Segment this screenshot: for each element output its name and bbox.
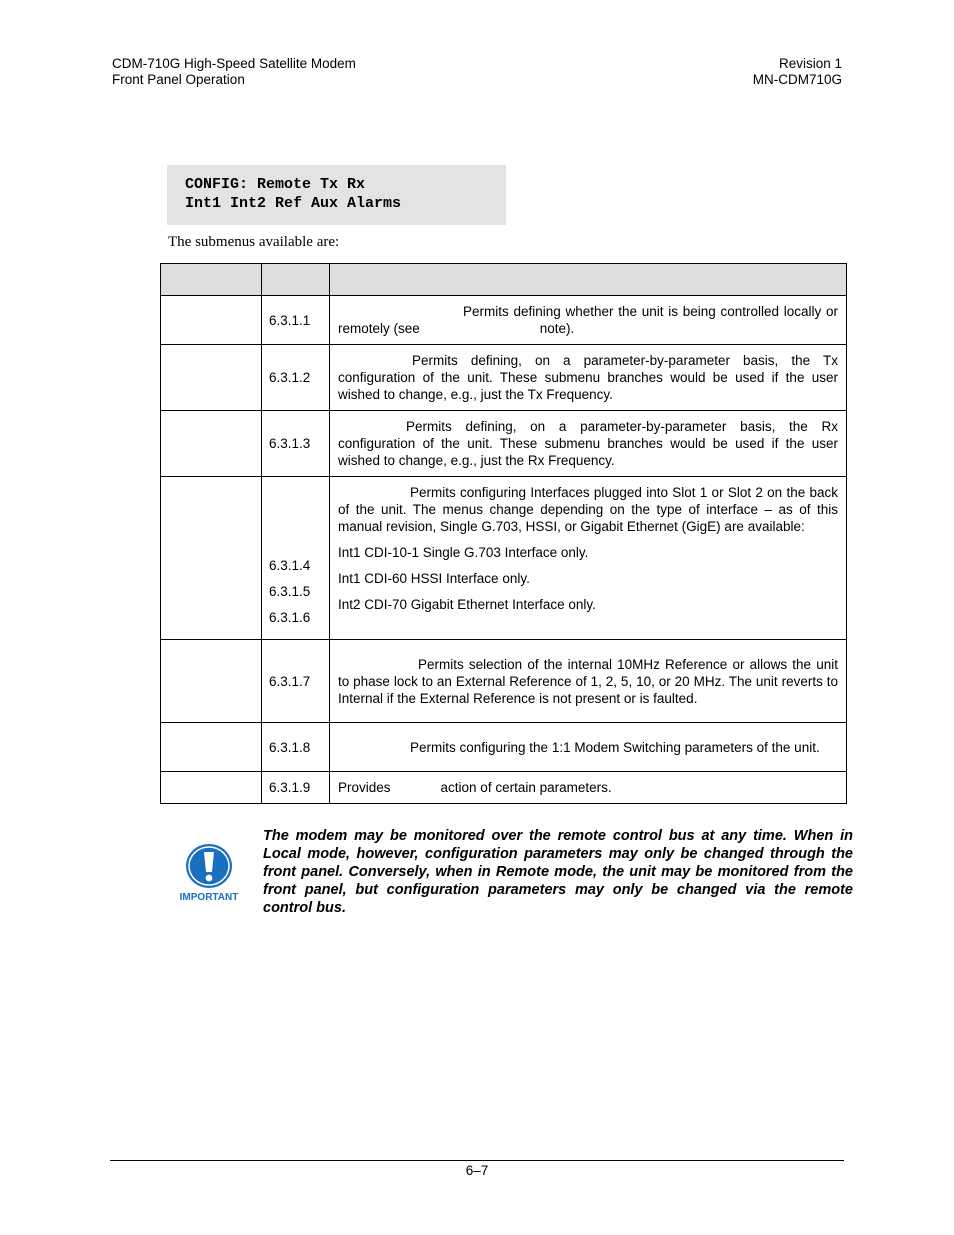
page-number: 6–7 — [465, 1163, 489, 1178]
submenu-name-cell — [161, 640, 262, 723]
submenu-name-cell — [161, 411, 262, 477]
table-header-cell — [330, 264, 847, 296]
intro-text: The submenus available are: — [168, 234, 340, 250]
submenu-description: Permits defining whether the unit is being controlled locally or remotely (see note). — [330, 296, 847, 345]
important-icon — [176, 842, 242, 904]
section-ref: 6.3.1.3 — [262, 411, 330, 477]
submenu-table — [160, 263, 847, 804]
submenu-name-cell — [161, 723, 262, 772]
section-ref: 6.3.1.9 — [262, 772, 330, 804]
table-row — [161, 296, 847, 345]
header-doc-title: CDM-710G High-Speed Satellite Modem — [112, 56, 356, 71]
submenu-description: Permits selection of the internal 10MHz Reference or allows the unit to phase lock to an External Reference of 1, 2, 5, 10, or 20 MHz. The unit reverts to Internal if the External Reference is not present or is faulted. — [330, 640, 847, 723]
interface-option: Int2 CDI-70 Gigabit Ethernet Interface only. — [338, 597, 596, 612]
table-header-row — [161, 264, 847, 296]
header-doc-number: MN-CDM710G — [752, 72, 842, 87]
page-header-right — [700, 56, 842, 88]
section-ref: 6.3.1.5 — [269, 584, 311, 599]
footer-rule — [110, 1160, 844, 1161]
section-ref: 6.3.1.2 — [262, 345, 330, 411]
section-ref: 6.3.1.8 — [262, 723, 330, 772]
table-header-cell — [262, 264, 330, 296]
lcd-display — [167, 165, 506, 225]
section-ref: 6.3.1.4 — [269, 558, 311, 573]
submenu-description: Permits defining, on a parameter-by-parameter basis, the Tx configuration of the unit. These submenu branches would be used if the user wished to change, e.g., just the Tx Frequency. — [330, 345, 847, 411]
interface-option: Int1 CDI-60 HSSI Interface only. — [338, 571, 530, 586]
table-row — [161, 345, 847, 411]
submenu-name-cell — [161, 345, 262, 411]
header-revision: Revision 1 — [778, 56, 842, 71]
lcd-line-1: CONFIG: Remote Tx Rx — [185, 176, 366, 193]
submenu-description: Provides action of certain parameters. — [330, 772, 847, 804]
interface-option: Int1 CDI-10-1 Single G.703 Interface only. — [338, 545, 589, 560]
section-ref-stack — [262, 477, 330, 640]
submenu-description: Permits configuring Interfaces plugged into Slot 1 or Slot 2 on the back of the unit. The menus change depending on the type of interface – as of this manual revision, Single G.703, HSSI, or Gigabit Ethernet (GigE) are available: Int1 CDI-10-1 Single G.703 Interface only. Int1 CDI-60 HSSI Interface only. Int2 CDI-70 Gigabit Ethernet Interface only. — [330, 477, 847, 640]
table-row — [161, 411, 847, 477]
section-ref: 6.3.1.7 — [262, 640, 330, 723]
page-header-left — [112, 56, 356, 88]
submenu-name-cell — [161, 772, 262, 804]
section-ref: 6.3.1.6 — [269, 610, 311, 625]
submenu-description: Permits configuring the 1:1 Modem Switching parameters of the unit. — [330, 723, 847, 772]
table-row — [161, 477, 847, 640]
submenu-description: Permits defining, on a parameter-by-parameter basis, the Rx configuration of the unit. These submenu branches would be used if the user wished to change, e.g., just the Rx Frequency. — [330, 411, 847, 477]
table-header-cell — [161, 264, 262, 296]
section-ref: 6.3.1.1 — [262, 296, 330, 345]
submenu-name-cell — [161, 296, 262, 345]
lcd-line-2: Int1 Int2 Ref Aux Alarms — [185, 195, 402, 212]
important-note: The modem may be monitored over the remote control bus at any time. When in Local mode, however, configuration parameters may only be changed through the front panel. Conversely, when in Remote mode, the unit may be monitored from the front panel, but configuration parameters may only be changed via the remote control bus. — [263, 828, 853, 916]
header-section: Front Panel Operation — [112, 72, 245, 87]
table-row — [161, 723, 847, 772]
table-row — [161, 772, 847, 804]
table-row — [161, 640, 847, 723]
important-icon-label: IMPORTANT — [179, 892, 239, 903]
submenu-name-cell — [161, 477, 262, 640]
